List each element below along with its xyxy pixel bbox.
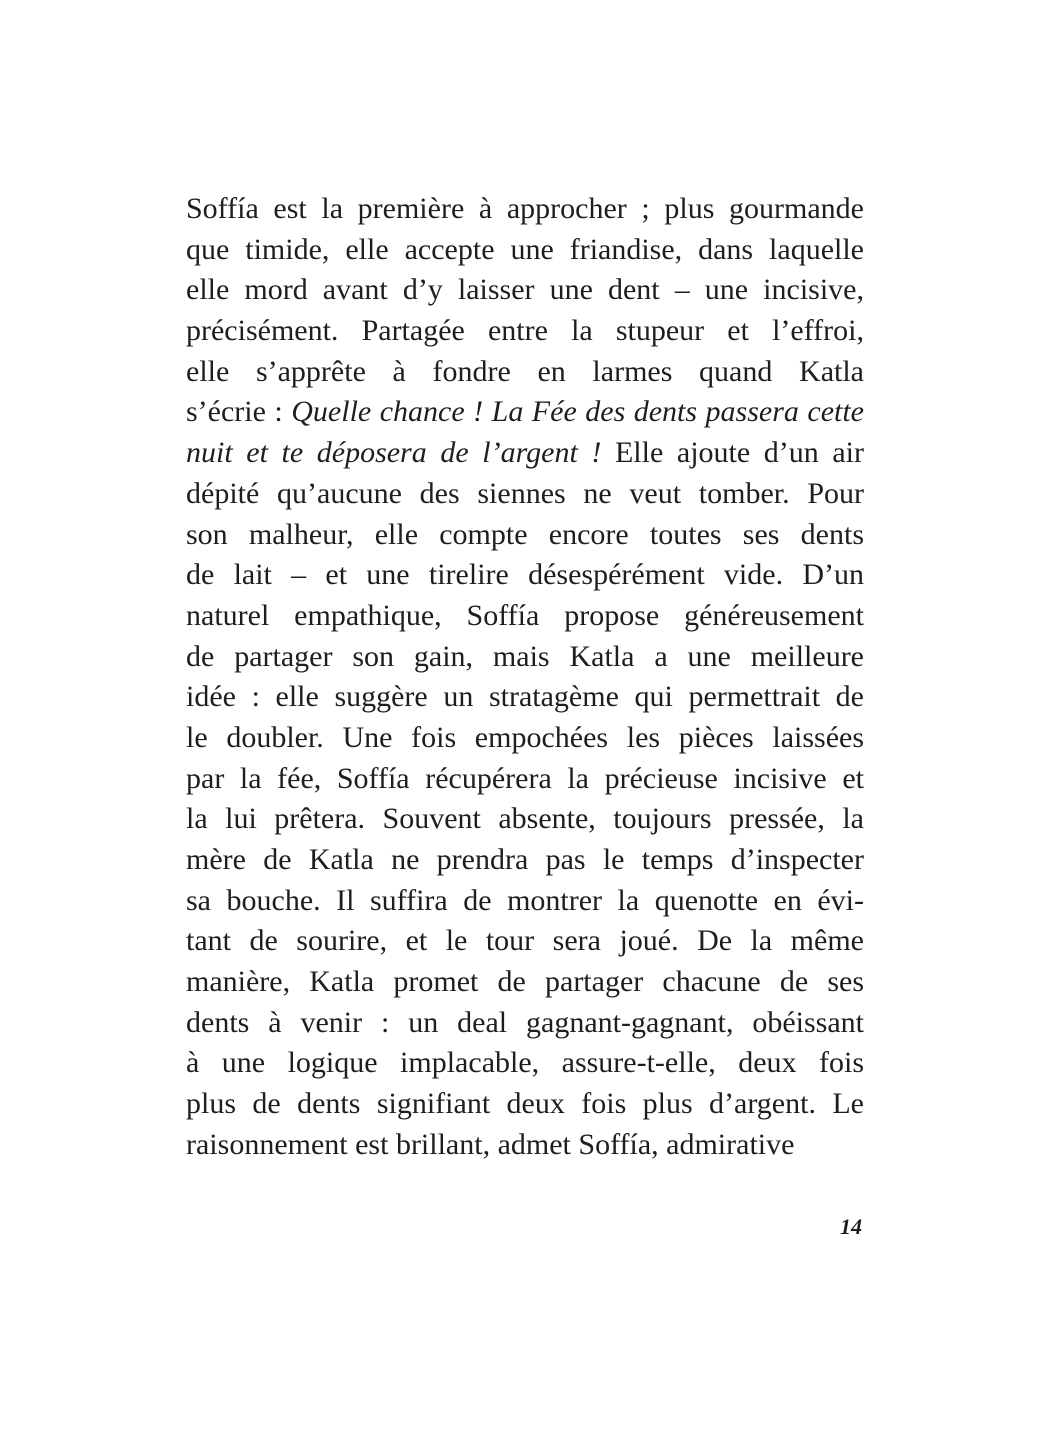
italic-quote: nuit et te déposera de l’argent ! — [186, 436, 602, 470]
text-line: de lait – et une tirelire désespérément vide. D’un — [186, 558, 864, 592]
text-line: par la fée, Soffía récupérera la précieuse incisive et — [186, 761, 864, 795]
text-line: son malheur, elle compte encore toutes ses dents — [186, 517, 864, 551]
text-line: plus de dents signifiant deux fois plus d’argent. Le — [186, 1087, 864, 1121]
text-line: le doubler. Une fois empochées les pièces laissées — [186, 720, 864, 754]
text-line: idée : elle suggère un stratagème qui permettrait de — [186, 680, 864, 714]
text-line: la lui prêtera. Souvent absente, toujours pressée, la — [186, 802, 864, 836]
text-line: sa bouche. Il suffira de montrer la quenotte en évi- — [186, 883, 864, 917]
text-line: elle s’apprête à fondre en larmes quand Katla — [186, 354, 864, 388]
text-line-with-italic-end — [186, 433, 864, 474]
text-line: manière, Katla promet de partager chacune de ses — [186, 965, 864, 999]
text-line-with-italic-start — [186, 392, 864, 433]
text-line: naturel empathique, Soffía propose généreusement — [186, 598, 864, 632]
text-line: Soffía est la première à approcher ; plus gourmande — [186, 192, 864, 225]
text-fragment: Elle ajoute d’un air — [614, 436, 865, 470]
text-line: tant de sourire, et le tour sera joué. De la même — [186, 924, 864, 958]
text-line: elle mord avant d’y laisser une dent – une incisive, — [186, 273, 864, 307]
text-line: dents à venir : un deal gagnant-gagnant, obéissant — [186, 1005, 864, 1039]
text-line: précisément. Partagée entre la stupeur et l’effroi, — [186, 314, 864, 348]
italic-quote: Quelle chance ! La Fée des dents passera cette — [291, 395, 864, 429]
text-line: raisonnement est brillant, admet Soffía, admirative — [186, 1127, 795, 1161]
text-fragment: s’écrie : — [186, 395, 283, 429]
text-line: de partager son gain, mais Katla a une meilleure — [186, 639, 864, 673]
text-line: que timide, elle accepte une friandise, dans laquelle — [186, 232, 864, 266]
page-number: 14 — [840, 1214, 862, 1239]
body-text — [186, 189, 864, 1166]
text-line: à une logique implacable, assure-t-elle, deux fois — [186, 1046, 864, 1080]
text-line: dépité qu’aucune des siennes ne veut tomber. Pour — [186, 476, 864, 510]
text-line: mère de Katla ne prendra pas le temps d’inspecter — [186, 843, 864, 876]
